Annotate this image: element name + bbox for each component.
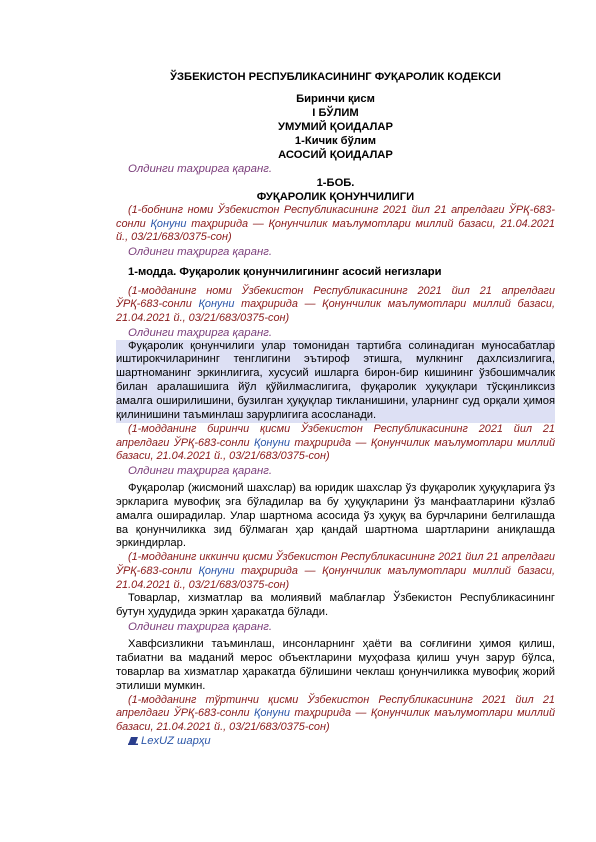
note-text: (1-модданинг номи Ўзбекистон Республикасининг 2021 йил 21 апрелдаги ЎРҚ-683-сонли (116, 284, 555, 311)
note-text: (1-модданинг иккинчи қисми Ўзбекистон Республикасининг 2021 йил 21 апрелдаги ЎРҚ-683-сонли (116, 551, 555, 577)
article-paragraph-3: Товарлар, хизматлар ва молиявий маблағлар Ўзбекистон Республикасининг бутун ҳудудида эркин ҳаракатда бўлади. (116, 592, 555, 618)
note-text: таҳририда — Қонунчилик маълумотлари миллий базаси, 21.04.2021 й., 03/21/683/0375-сон) (116, 217, 555, 244)
law-link[interactable]: Қонуни (198, 298, 235, 311)
comment-flag-icon (128, 737, 138, 745)
subsection-name: АСОСИЙ ҚОИДАЛАР (278, 149, 393, 161)
article-paragraph-2: Фуқаролар (жисмоний шахслар) ва юридик шахслар ўз фуқаролик ҳуқуқларига ўз эркларига мувофиқ эга бўладилар ва бу ҳуқуқларини ўз манфаатларини кўзлаб амалга оширадилар. Улар шартнома асосида ўз ҳуқуқ ва бурчларини белгилашда ва қонунчиликка зид бўлмаган ҳар қандай шартнома шартларини аниқлашда эркиндирлар. (116, 481, 555, 550)
article-title: 1-модда. Фуқаролик қонунчилигининг асосий негизлари (128, 265, 442, 278)
chapter-name: ФУҚАРОЛИК ҚОНУНЧИЛИГИ (256, 191, 415, 203)
note-text: таҳририда — Қонунчилик маълумотлари миллий базаси, 21.04.2021 й., 03/21/683/0375-сон) (116, 298, 555, 324)
chapter-amendment-note (116, 204, 555, 245)
previous-edition-link[interactable]: Олдинги таҳрирга қаранг. (128, 326, 272, 339)
lexuz-comment-label: LexUZ шарҳи (141, 735, 211, 748)
lexuz-comment-link[interactable] (128, 734, 555, 748)
part2-amendment-note (116, 551, 555, 592)
document-page (116, 70, 555, 748)
chapter-number: 1-БОБ. (316, 177, 355, 189)
part1-amendment-note (116, 423, 555, 464)
note-text: таҳририда — Қонунчилик маълумотлари миллий базаси, 21.04.2021 й., 03/21/683/0375-сон) (116, 707, 555, 733)
note-text: таҳририда — Қонунчилик маълумотлари миллий базаси, 21.04.2021 й., 03/21/683/0375-сон) (116, 564, 555, 591)
part4-amendment-note (116, 694, 555, 735)
law-link[interactable]: Қонуни (198, 564, 235, 577)
part-label: Биринчи қисм (296, 93, 375, 105)
law-link[interactable]: Қонуни (253, 436, 290, 449)
law-link[interactable]: Қонуни (253, 707, 290, 720)
note-text: (1-модданинг тўртинчи қисми Ўзбекистон Республикасининг 2021 йил 21 апрелдаги ЎРҚ-683-сонли (116, 693, 555, 720)
subsection-number: 1-Кичик бўлим (294, 135, 377, 147)
previous-edition-link[interactable]: Олдинги таҳрирга қаранг. (128, 620, 272, 633)
code-title: ЎЗБЕКИСТОН РЕСПУБЛИКАСИНИНГ ФУҚАРОЛИК КОДЕКСИ (170, 71, 501, 83)
article-paragraph-4: Хавфсизликни таъминлаш, инсонларнинг ҳаёти ва соғлиғини ҳимоя қилиш, табиатни ва маданий мерос объектларини муҳофаза қилиш учун зарур бўлса, товарлар ва хизматлар ҳаракатда бўлишини чеклаш қонунчиликка мувофиқ жорий этилиши мумкин. (116, 637, 555, 692)
article-paragraph-1: Фуқаролик қонунчилиги улар томонидан тартибга солинадиган муносабатлар иштирокчиларининг тенглигини эътироф этишга, мулкнинг дахлсизлигига, шартноманинг эркинлигига, хусусий ишларга бирон-бир кишининг ўзбошимчалик билан аралашишига йўл қўйилмаслигига, фуқаролик ҳуқуқлари тўсқинликсиз амалга оширилишини, бузилган ҳуқуқлар тикланишини, уларнинг суд орқали ҳимоя қилинишини таъминлаш зарурлигига асосланади. (116, 339, 555, 422)
previous-edition-link[interactable]: Олдинги таҳрирга қаранг. (128, 163, 272, 175)
note-text: таҳририда — Қонунчилик маълумотлари миллий базаси, 21.04.2021 й., 03/21/683/0375-сон) (116, 436, 555, 463)
previous-edition-link[interactable]: Олдинги таҳрирга қаранг. (128, 245, 272, 258)
article-amendment-note (116, 285, 555, 326)
section-name: УМУМИЙ ҚОИДАЛАР (278, 121, 393, 133)
note-text: (1-модданинг биринчи қисми Ўзбекистон Республикасининг 2021 йил 21 апрелдаги ЎРҚ-683-сонли (116, 423, 555, 449)
law-link[interactable]: Қонуни (150, 217, 187, 230)
section-number: I БЎЛИМ (312, 107, 359, 119)
note-text: (1-бобнинг номи Ўзбекистон Республикасининг 2021 йил 21 апрелдаги ЎРҚ-683-сонли (116, 204, 555, 230)
previous-edition-link[interactable]: Олдинги таҳрирга қаранг. (128, 464, 272, 477)
